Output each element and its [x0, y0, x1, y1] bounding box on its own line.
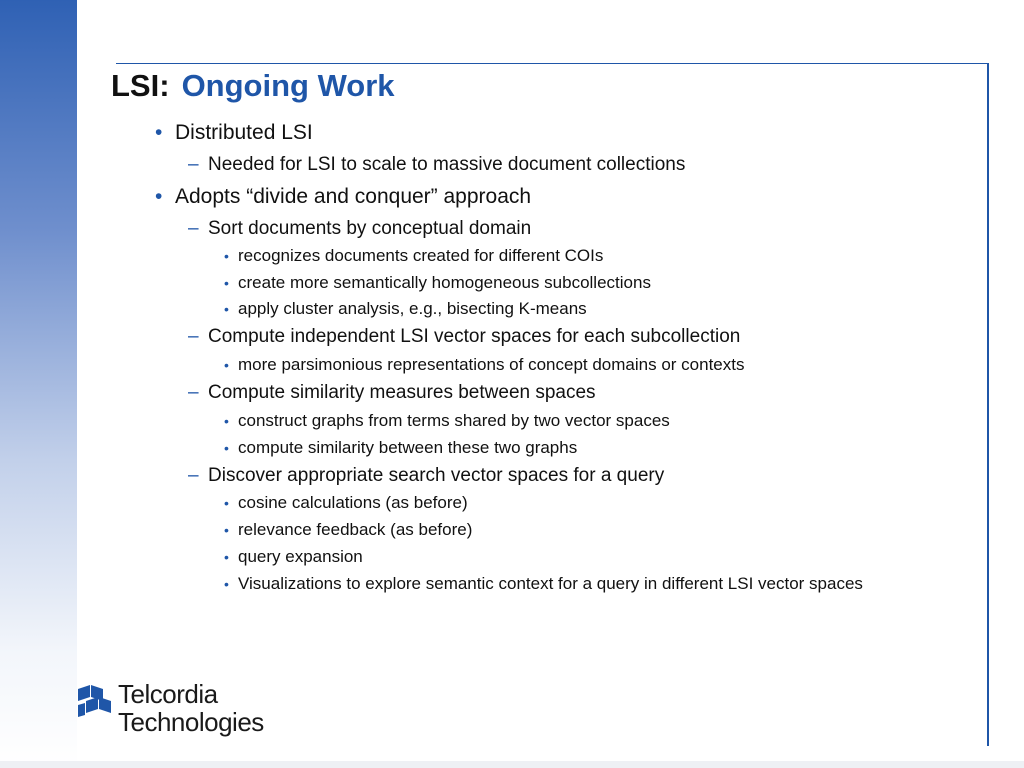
bullet-text: cosine calculations (as before): [238, 493, 468, 512]
bullet-text: Visualizations to explore semantic context for a query in different LSI vector spaces: [238, 574, 863, 593]
bullet-marker: •: [224, 248, 229, 264]
telcordia-logo: [76, 679, 264, 742]
bullet-marker: •: [224, 275, 229, 291]
bottom-strip: [0, 761, 1024, 768]
bullet-level3: [224, 411, 670, 431]
bullet-text: Sort documents by conceptual domain: [208, 218, 532, 239]
bullet-text: recognizes documents created for different COIs: [238, 246, 604, 265]
bullet-text: Compute independent LSI vector spaces for each subcollection: [208, 326, 741, 347]
bullet-level3: [224, 493, 468, 513]
logo-line2: Technologies: [118, 707, 264, 737]
bullet-text: Compute similarity measures between spaces: [208, 382, 596, 403]
bullet-marker: •: [224, 576, 229, 592]
sidebar-gradient: [0, 0, 77, 768]
bullet-marker: •: [155, 121, 163, 144]
title-rule: [116, 63, 988, 64]
bullet-level3: [224, 299, 587, 319]
bullet-level3: [224, 246, 604, 266]
bullet-text: Distributed LSI: [175, 121, 313, 144]
bullet-text: relevance feedback (as before): [238, 520, 473, 539]
bullet-marker: •: [224, 495, 229, 511]
bullet-level2: [188, 465, 665, 487]
telcordia-book-icon: [76, 683, 114, 723]
bullet-level2: [188, 218, 532, 240]
dash-marker: –: [188, 154, 199, 175]
bullet-level3: [224, 520, 473, 540]
bullet-marker: •: [224, 549, 229, 565]
bullet-level2: [188, 154, 686, 176]
bullet-level3: [224, 547, 363, 567]
bullet-text: more parsimonious representations of concept domains or contexts: [238, 355, 745, 374]
bullet-level3: [224, 273, 651, 293]
dash-marker: –: [188, 465, 199, 486]
dash-marker: –: [188, 382, 199, 403]
right-rule: [987, 63, 989, 746]
title-prefix: LSI:: [111, 68, 170, 103]
bullet-marker: •: [224, 301, 229, 317]
bullet-text: compute similarity between these two graphs: [238, 438, 578, 457]
bullet-marker: •: [224, 357, 229, 373]
bullet-text: Discover appropriate search vector spaces for a query: [208, 465, 665, 486]
logo-line1: Telcordia: [118, 679, 218, 709]
bullet-level3: [224, 438, 578, 458]
bullet-text: construct graphs from terms shared by two vector spaces: [238, 411, 670, 430]
bullet-text: Adopts “divide and conquer” approach: [175, 185, 532, 208]
bullet-marker: •: [224, 522, 229, 538]
dash-marker: –: [188, 326, 199, 347]
bullet-marker: •: [224, 413, 229, 429]
bullet-level2: [188, 382, 596, 404]
bullet-level1: [155, 185, 532, 209]
bullet-level3: [224, 574, 918, 594]
bullet-marker: •: [155, 185, 163, 208]
bullet-level2: [188, 326, 741, 348]
bullet-text: apply cluster analysis, e.g., bisecting K-means: [238, 299, 587, 318]
bullet-text: create more semantically homogeneous subcollections: [238, 273, 651, 292]
bullet-level3: [224, 355, 745, 375]
bullet-text: Needed for LSI to scale to massive document collections: [208, 154, 686, 175]
bullet-marker: •: [224, 440, 229, 456]
logo-wordmark: [118, 680, 264, 736]
title-main: Ongoing Work: [181, 68, 395, 103]
bullet-text: query expansion: [238, 547, 363, 566]
slide-title: [111, 68, 395, 104]
dash-marker: –: [188, 218, 199, 239]
bullet-level1: [155, 121, 313, 145]
